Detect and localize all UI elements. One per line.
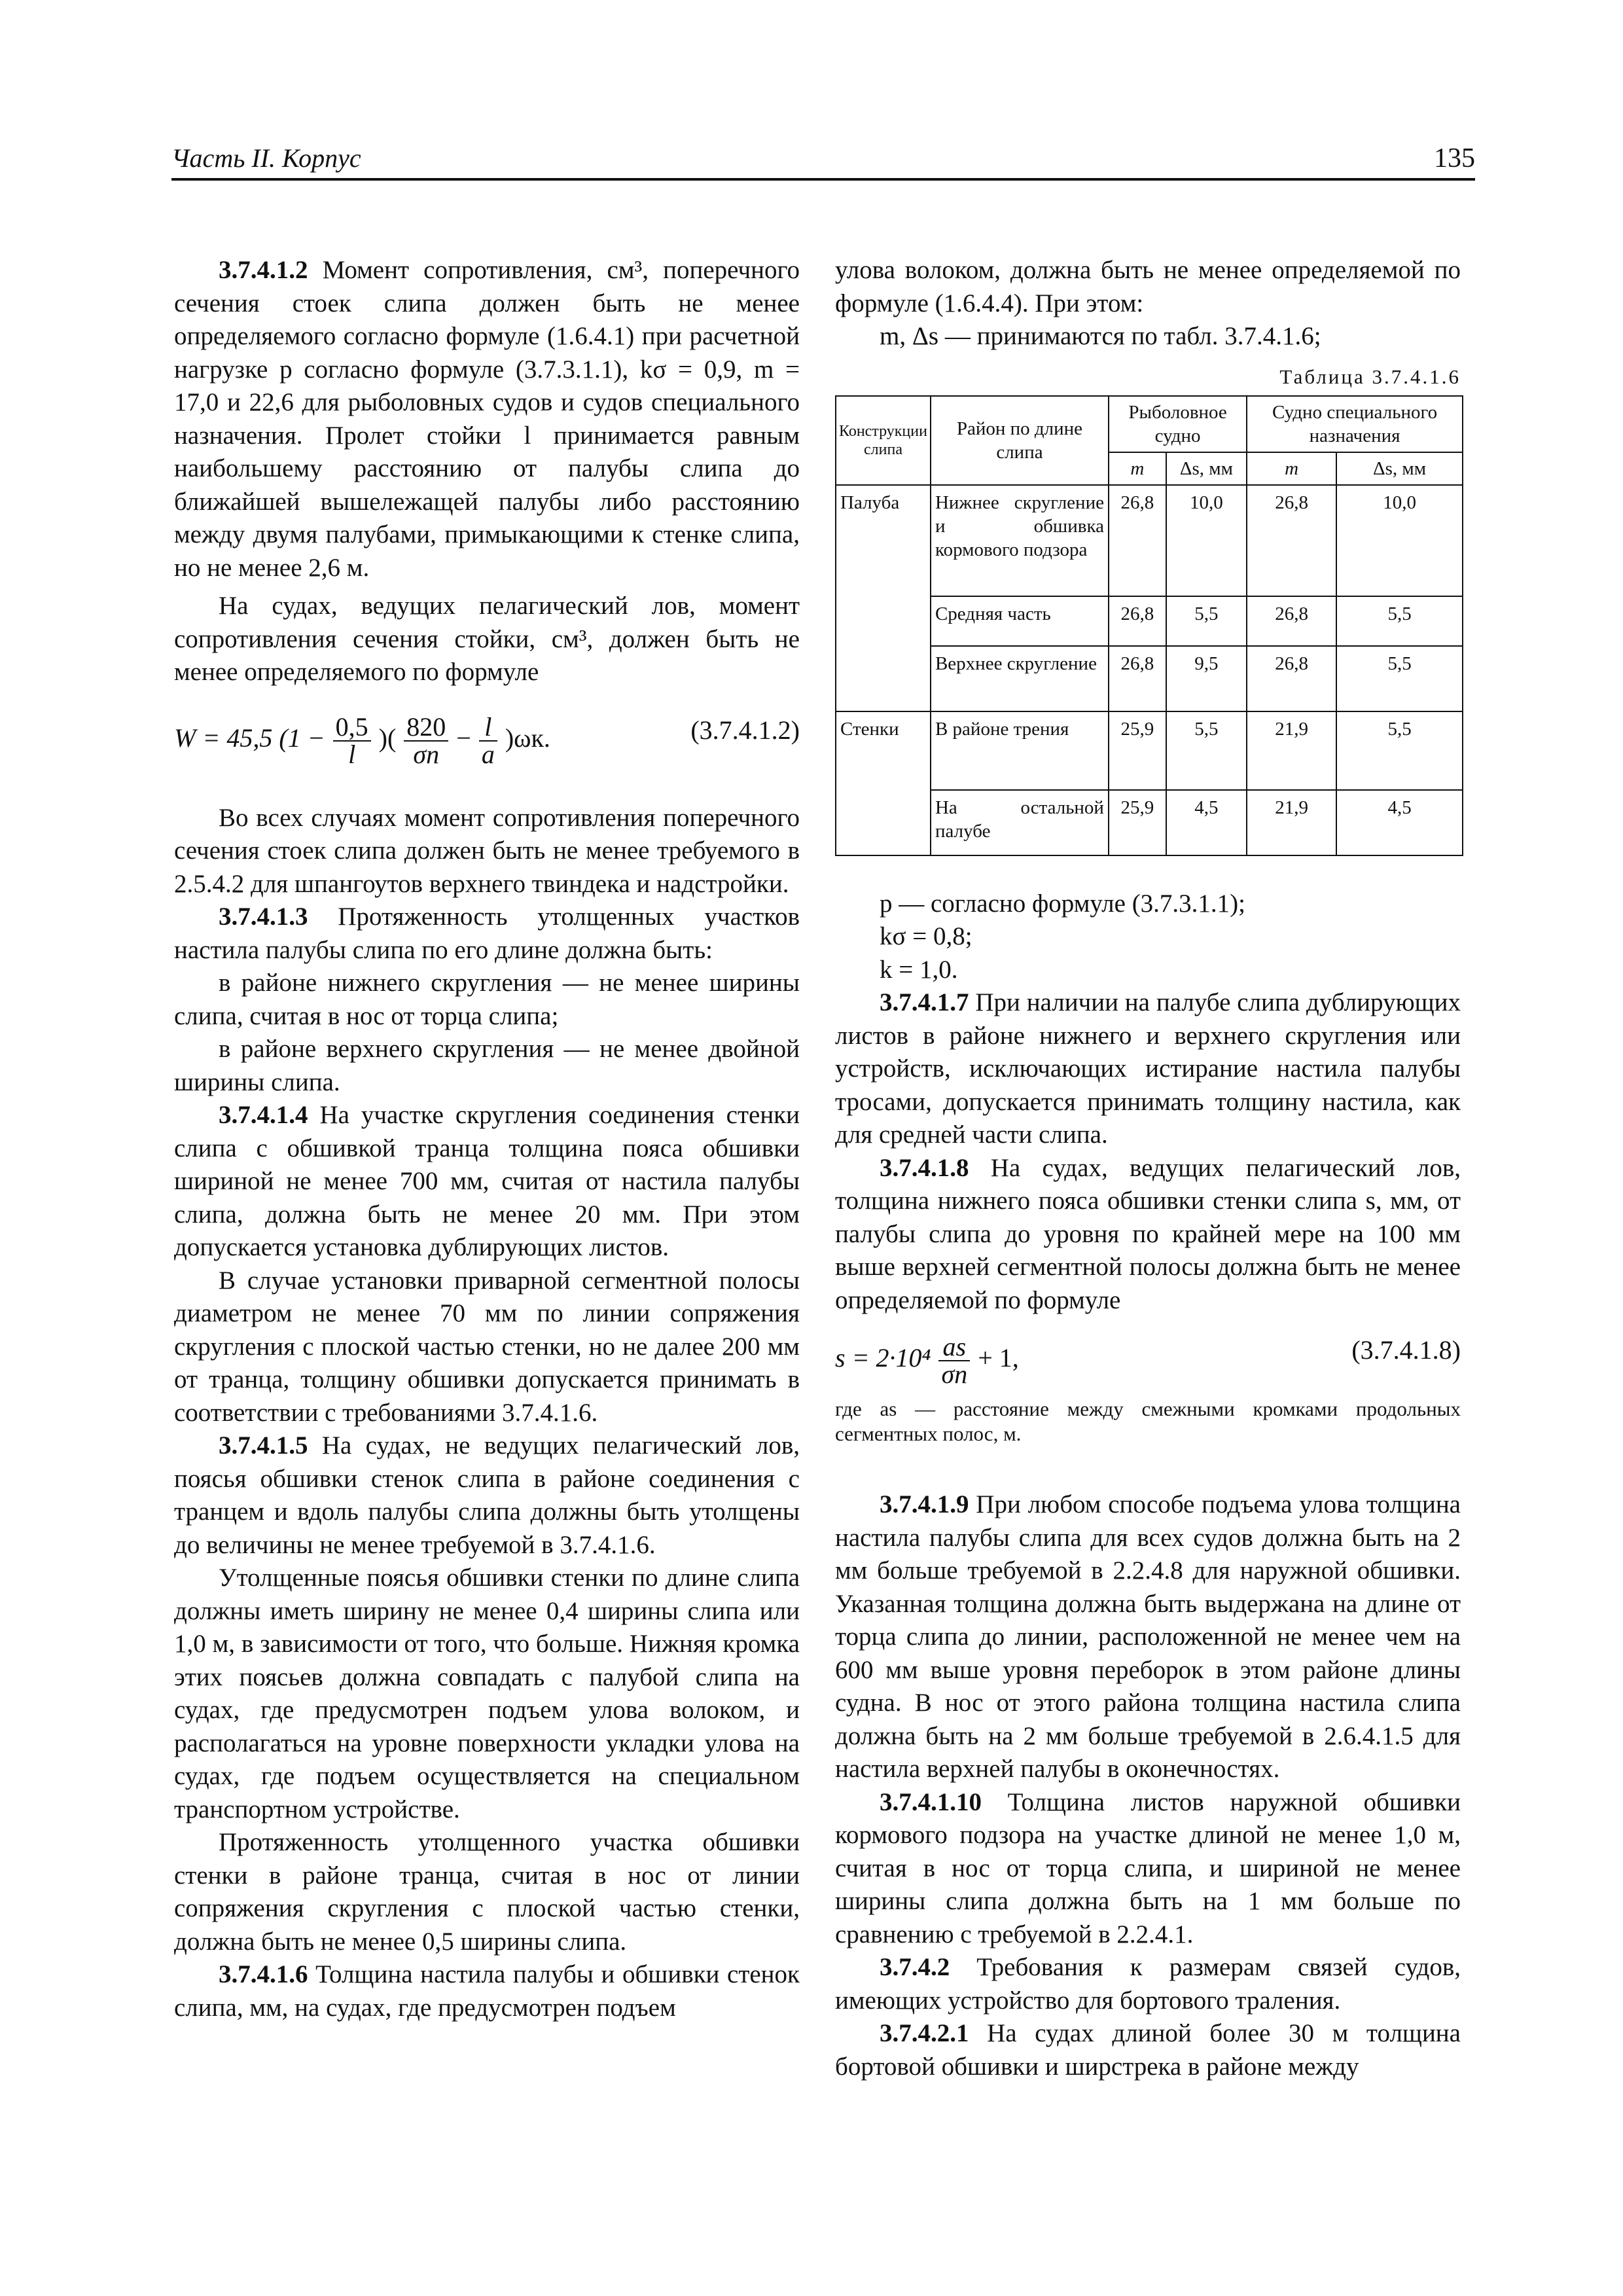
table-cell: 26,8 xyxy=(1109,485,1166,596)
clause-number: 3.7.4.1.10 xyxy=(880,1787,982,1816)
table-cell: Стенки xyxy=(836,711,931,790)
table-cell: В районе трения xyxy=(931,711,1109,790)
paragraph: Во всех случаях момент сопротивления поперечного сечения стоек слипа должен быть не менее требуемого в 2.5.4.2 для шпангоутов верхнего твиндека и надстройки. xyxy=(174,803,800,898)
table-header-construction: Конструкции слипа xyxy=(836,396,931,485)
formula-tail: )ωк. xyxy=(505,723,550,753)
paragraph xyxy=(835,2017,1461,2083)
paragraph-text: Толщина настила палубы и обшивки стенок слипа, мм, на судах, где предусмотрен подъем xyxy=(174,1960,800,2022)
table-cell: 26,8 xyxy=(1109,596,1166,646)
paragraph xyxy=(835,986,1461,1152)
table-cell: 9,5 xyxy=(1166,646,1247,711)
table-cell: 5,5 xyxy=(1336,596,1463,646)
paragraph: kσ = 0,8; xyxy=(880,922,972,950)
clause-number: 3.7.4.2.1 xyxy=(880,2019,969,2047)
table-cell: 26,8 xyxy=(1247,646,1336,711)
paragraph xyxy=(835,1488,1461,1786)
paragraph: улова волоком, должна быть не менее определяемой по формуле (1.6.4.4). При этом: xyxy=(835,256,1461,317)
table-cell: 21,9 xyxy=(1247,711,1336,790)
table-cell: 5,5 xyxy=(1166,596,1247,646)
table-cell: 4,5 xyxy=(1336,790,1463,855)
table-cell: 10,0 xyxy=(1166,485,1247,596)
table-cell: Средняя часть xyxy=(931,596,1109,646)
fraction xyxy=(404,711,448,769)
paragraph: Утолщенные пояcья обшивки стенки по длине слипа должны иметь ширину не менее 0,4 ширины слипа или 1,0 м, в зависимости от того, что больше. Нижняя кромка этих поясьев должна совпадать с палубой слипа на судах, где предусмотрен подъем улова волоком, и располагаться на уровне поверхности укладки улова на судах, где подъем осуществляется на специальном транспортном устройстве. xyxy=(174,1564,800,1823)
paragraph xyxy=(174,901,800,967)
fraction-numerator: 0,5 xyxy=(333,714,371,742)
table-header-special: Судно специального назначения xyxy=(1247,396,1463,452)
fraction-denominator: a xyxy=(481,739,495,769)
table-cell: 21,9 xyxy=(1247,790,1336,855)
table-cell: 26,8 xyxy=(1247,596,1336,646)
paragraph xyxy=(174,1099,800,1265)
table-header-m: m xyxy=(1109,452,1166,485)
table-header-ds: Δs, мм xyxy=(1166,452,1247,485)
fraction-numerator: l xyxy=(479,714,497,742)
formula-number: (3.7.4.1.8) xyxy=(1351,1335,1461,1365)
clause-number: 3.7.4.2 xyxy=(880,1953,950,1981)
formula-mid: )( xyxy=(378,723,397,753)
paragraph-text: На судах, ведущих пелагический лов, толщина нижнего пояса обшивки стенки слипа s, мм, от палубы слипа до уровня по крайней мере на 100 мм выше верхней сегментной полосы должна быть не менее определяемой по формуле xyxy=(835,1153,1461,1314)
paragraph: m, Δs — принимаются по табл. 3.7.4.1.6; xyxy=(880,322,1321,350)
table-cell: 5,5 xyxy=(1336,646,1463,711)
clause-number: 3.7.4.1.4 xyxy=(219,1101,308,1129)
header-rule xyxy=(171,178,1475,181)
fraction xyxy=(479,711,497,769)
paragraph: k = 1,0. xyxy=(880,955,958,984)
table-header-region: Район по длине слипа xyxy=(931,396,1109,485)
table-cell: 26,8 xyxy=(1109,646,1166,711)
table-header-m: m xyxy=(1247,452,1336,485)
coefficients-table xyxy=(835,395,1463,856)
clause-number: 3.7.4.1.7 xyxy=(880,988,969,1016)
table-cell: 4,5 xyxy=(1166,790,1247,855)
paragraph-text: Протяженность утолщенных участков настила палубы слипа по его длине должна быть: xyxy=(174,903,800,964)
table-row xyxy=(836,596,1463,646)
table-cell xyxy=(836,790,931,855)
paragraph xyxy=(174,254,800,584)
formula-note: где as — расстояние между смежными кромками продольных сегментных полос, м. xyxy=(835,1397,1461,1445)
table-cell: Нижнее скругление и обшивка кормового подзора xyxy=(931,485,1109,596)
running-header-title: Часть II. Корпус xyxy=(171,143,361,173)
table-cell: Палуба xyxy=(836,485,931,596)
paragraph-text: При любом способе подъема улова толщина настила палубы слипа для всех судов должна быть на 2 мм больше требуемой в 2.2.4.8 для наружной обшивки. Указанная толщина должна быть выдержана на длине от торца слипа до линии, расположенной не менее чем на 600 мм выше уровня переборок в этом районе длины судна. В нос от этого района толщина настила слипа должна быть на 2 мм больше требуемой в 2.6.4.1.5 для настила верхней палубы в оконечностях. xyxy=(835,1490,1461,1783)
formula-number: (3.7.4.1.2) xyxy=(690,715,800,745)
fraction xyxy=(938,1334,970,1388)
formula-3-7-4-1-2 xyxy=(174,697,800,769)
clause-number: 3.7.4.1.9 xyxy=(880,1490,969,1518)
table-cell: На остальной палубе xyxy=(931,790,1109,855)
table-row xyxy=(836,485,1463,596)
paragraph: в районе нижнего скругления — не менее ширины слипа, считая в нос от торца слипа; xyxy=(174,969,800,1030)
paragraph: Протяженность утолщенного участка обшивки стенки в районе транца, считая в нос от линии сопряжения скругления с плоской частью стенки, должна быть не менее 0,5 ширины слипа. xyxy=(174,1828,800,1956)
paragraph xyxy=(835,1152,1461,1318)
table-cell xyxy=(836,646,931,711)
table-cell: 10,0 xyxy=(1336,485,1463,596)
paragraph-text: На судах длиной более 30 м толщина бортовой обшивки и ширстрека в районе между xyxy=(835,2019,1461,2081)
paragraph-text: Требования к размерам связей судов, имеющих устройство для бортового траления. xyxy=(835,1953,1461,2015)
paragraph-text: На участке скругления соединения стенки слипа с обшивкой транца толщина пояса обшивки шириной не менее 700 мм, считая от настила палубы слипа, должна быть не менее 20 мм. При этом допускается установка дублирующих листов. xyxy=(174,1101,800,1261)
paragraph xyxy=(174,1958,800,2024)
table-cell: 5,5 xyxy=(1166,711,1247,790)
fraction-denominator: l xyxy=(348,739,356,769)
table-header-ds: Δs, мм xyxy=(1336,452,1463,485)
table-cell: 25,9 xyxy=(1109,711,1166,790)
formula-lhs: W = 45,5 (1 − xyxy=(174,723,325,753)
table-row xyxy=(836,711,1463,790)
clause-number: 3.7.4.1.5 xyxy=(219,1431,308,1460)
formula-tail: + 1, xyxy=(978,1343,1019,1373)
table-header-fishing: Рыболовное судно xyxy=(1109,396,1247,452)
right-column xyxy=(835,254,1461,2083)
paragraph: в районе верхнего скругления — не менее двойной ширины слипа. xyxy=(174,1035,800,1096)
paragraph xyxy=(174,1429,800,1562)
paragraph xyxy=(835,1951,1461,2017)
formula-lhs: s = 2·10⁴ xyxy=(835,1343,931,1373)
paragraph: В случае установки приварной сегментной полосы диаметром не менее 70 мм по линии сопряжения скругления с плоской частью стенки, но не далее 200 мм от транца, толщину обшивки допускается принимать в соответствии с требованиями 3.7.4.1.6. xyxy=(174,1266,800,1427)
paragraph-text: Толщина листов наружной обшивки кормового подзора на участке длиной не менее 1,0 м, считая в нос от торца слипа, и шириной не менее ширины слипа должна быть на 1 мм больше по сравнению с требуемой в 2.2.4.1. xyxy=(835,1787,1461,1948)
table-cell xyxy=(836,596,931,646)
fraction-numerator: 820 xyxy=(404,714,448,742)
paragraph-text: Момент сопротивления, см³, поперечного сечения стоек слипа должен быть не менее определяемого согласно формуле (1.6.4.1) при расчетной нагрузке p согласно формуле (3.7.3.1.1), kσ = 0,9, m = 17,0 и 22,6 для рыболовных судов и судов специального назначения. Пролет стойки l принимается равным наибольшему расстоянию от палубы слипа до ближайшей вышележащей палубы либо расстоянию между двумя палубами, примыкающими к стенке слипа, но не менее 2,6 м. xyxy=(174,256,800,582)
clause-number: 3.7.4.1.8 xyxy=(880,1153,969,1182)
table-cell: 25,9 xyxy=(1109,790,1166,855)
table-cell: Верхнее скругление xyxy=(931,646,1109,711)
table-cell: 5,5 xyxy=(1336,711,1463,790)
fraction xyxy=(333,711,371,769)
paragraph: На судах, ведущих пелагический лов, момент сопротивления сечения стойки, см³, должен быть не менее определяемого по формуле xyxy=(174,592,800,686)
left-column xyxy=(174,254,800,2024)
paragraph xyxy=(835,1786,1461,1952)
fraction-denominator: σn xyxy=(413,739,440,769)
fraction-numerator: as xyxy=(938,1334,970,1361)
paragraph-text: На судах, не ведущих пелагический лов, поясья обшивки стенок слипа в районе соединения с транцем и вдоль палубы слипа должны быть утолщены до величины не менее требуемой в 3.7.4.1.6. xyxy=(174,1431,800,1559)
paragraph: p — согласно формуле (3.7.3.1.1); xyxy=(880,889,1246,918)
clause-number: 3.7.4.1.6 xyxy=(219,1960,308,1988)
page-number: 135 xyxy=(1434,143,1475,173)
fraction-denominator: σn xyxy=(941,1359,968,1389)
paragraph-text: При наличии на палубе слипа дублирующих листов в районе нижнего и верхнего скругления или устройств, исключающих истирание настила палубы тросами, допускается принимать толщину настила, как для средней части слипа. xyxy=(835,988,1461,1149)
clause-number: 3.7.4.1.2 xyxy=(219,256,308,284)
clause-number: 3.7.4.1.3 xyxy=(219,903,308,931)
table-cell: 26,8 xyxy=(1247,485,1336,596)
table-row xyxy=(836,790,1463,855)
formula-minus: − xyxy=(456,723,471,753)
table-row xyxy=(836,646,1463,711)
formula-3-7-4-1-8 xyxy=(835,1325,1461,1389)
table-caption: Таблица 3.7.4.1.6 xyxy=(1279,365,1461,388)
